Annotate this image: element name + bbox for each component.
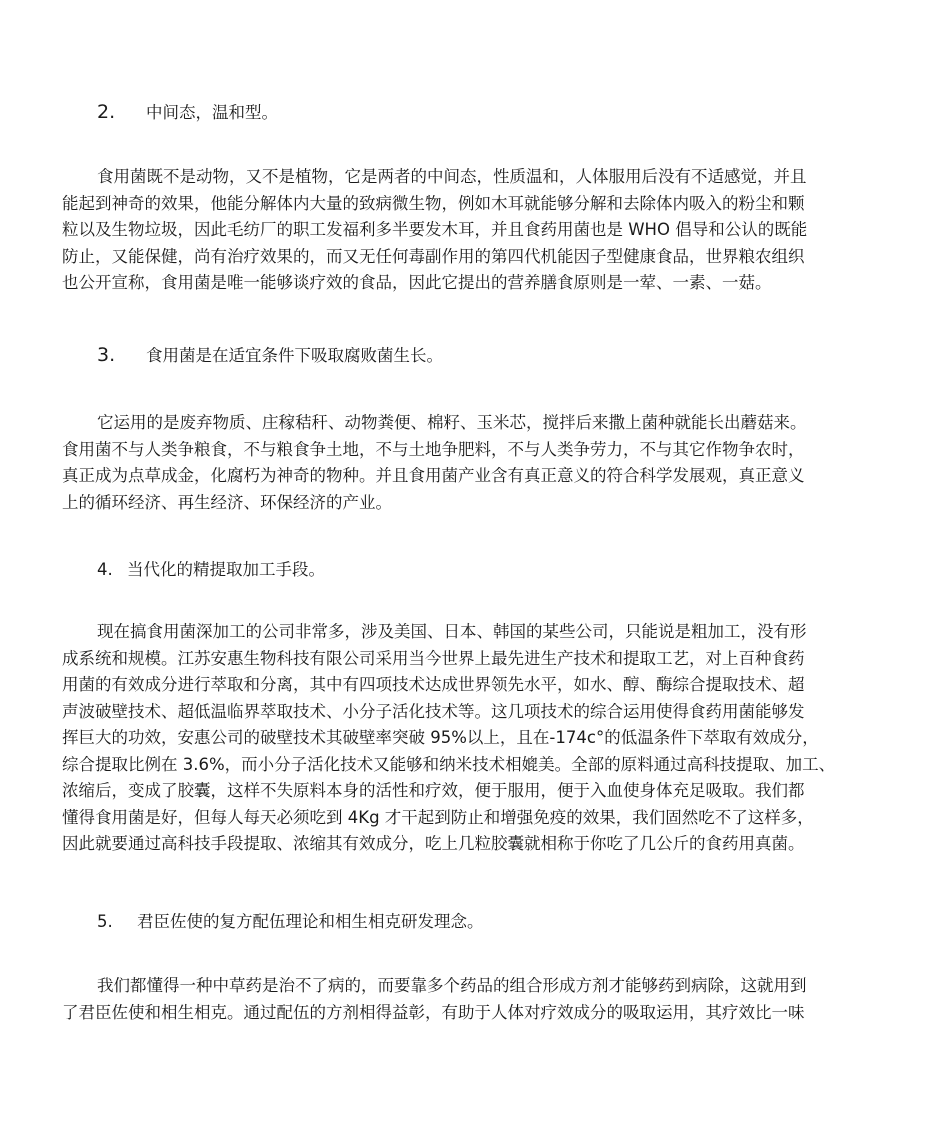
section-paragraph-3 [62,410,902,516]
paragraph-line: 我们都懂得一种中草药是治不了病的，而要靠多个药品的组合形成方剂才能够药到病除，这就用到 [97,976,807,995]
paragraph-line: 防止，又能保健，尚有治疗效果的，而又无任何毒副作用的第四代机能因子型健康食品，世界粮农组织 [62,246,805,266]
paragraph-line: 用菌的有效成分进行萃取和分离，其中有四项技术达成世界领先水平，如水、醇、酶综合提取技术、超 [62,675,805,694]
section-number: 2. [97,101,116,123]
section-number: 5. [97,912,113,931]
paragraph-line: 了君臣佐使和相生相克。通过配伍的方剂相得益彰，有助于人体对疗效成分的吸取运用，其疗效比一味 [62,1002,805,1022]
paragraph-line: 食用菌不与人类争粮食，不与粮食争土地，不与土地争肥料，不与人类争劳力，不与其它作物争农时， [62,439,805,459]
section-number: 3. [97,344,116,366]
paragraph-line: 成系统和规模。江苏安惠生物科技有限公司采用当今世界上最先进生产技术和提取工艺，对上百种食药 [62,648,805,668]
paragraph-line: 能起到神奇的效果，他能分解体内大量的致病微生物，例如木耳就能够分解和去除体内吸入的粉尘和颗 [62,193,805,213]
section-title: 当代化的精提取加工手段。 [127,560,325,579]
section-title: 食用菌是在适宜条件下吸取腐败菌生长。 [146,346,443,365]
paragraph-line: 现在搞食用菌深加工的公司非常多，涉及美国、日本、韩国的某些公司，只能说是粗加工，没有形 [97,622,807,641]
paragraph-line: 粒以及生物垃圾，因此毛纺厂的职工发福利多半要发木耳，并且食药用菌也是 WHO 倡导和公认的既能 [62,220,808,239]
section-paragraph-5 [62,973,902,1026]
paragraph-line: 因此就要通过高科技手段提取、浓缩其有效成分，吃上几粒胶囊就相称于你吃了几公斤的食药用真菌。 [62,834,805,853]
paragraph-line: 食用菌既不是动物，又不是植物，它是两者的中间态，性质温和，人体服用后没有不适感觉，并且 [97,167,807,186]
section-heading-5 [97,910,484,934]
paragraph-line: 综合提取比例在 3.6%，而小分子活化技术又能够和纳米技术相媲美。全部的原料通过高科技提取、加工、 [62,754,836,774]
paragraph-line: 上的循环经济、再生经济、环保经济的产业。 [62,492,392,512]
paragraph-line: 也公开宣称，食用菌是唯一能够谈疗效的食品，因此它提出的营养膳食原则是一荤、一素、一菇。 [62,273,772,292]
section-title: 君臣佐使的复方配伍理论和相生相克研发理念。 [137,912,484,931]
paragraph-line: 挥巨大的功效，安惠公司的破壁技术其破壁率突破 95%以上，且在-174c°的低温条件下萃取有效成分， [62,728,819,747]
section-heading-3 [97,343,443,368]
paragraph-line: 它运用的是废弃物质、庄稼秸秆、动物粪便、棉籽、玉米芯，搅拌后来撒上菌种就能长出蘑菇来。 [97,413,807,432]
section-heading-4 [97,558,325,582]
section-title: 中间态，温和型。 [146,103,278,122]
section-heading-2 [97,100,278,125]
section-paragraph-2 [62,164,902,297]
section-paragraph-4 [62,619,902,858]
paragraph-line: 声波破壁技术、超低温临界萃取技术、小分子活化技术等。这几项技术的综合运用使得食药用菌能够发 [62,701,805,721]
paragraph-line: 浓缩后，变成了胶囊，这样不失原料本身的活性和疗效，便于服用，便于入血使身体充足吸取。我们都 [62,781,805,800]
paragraph-line: 懂得食用菌是好，但每人每天必须吃到 4Kg 才干起到防止和增强免疫的效果，我们固然吃不了这样多， [62,807,814,827]
paragraph-line: 真正成为点草成金，化腐朽为神奇的物种。并且食用菌产业含有真正意义的符合科学发展观，真正意义 [62,466,805,485]
section-number: 4. [97,560,113,579]
